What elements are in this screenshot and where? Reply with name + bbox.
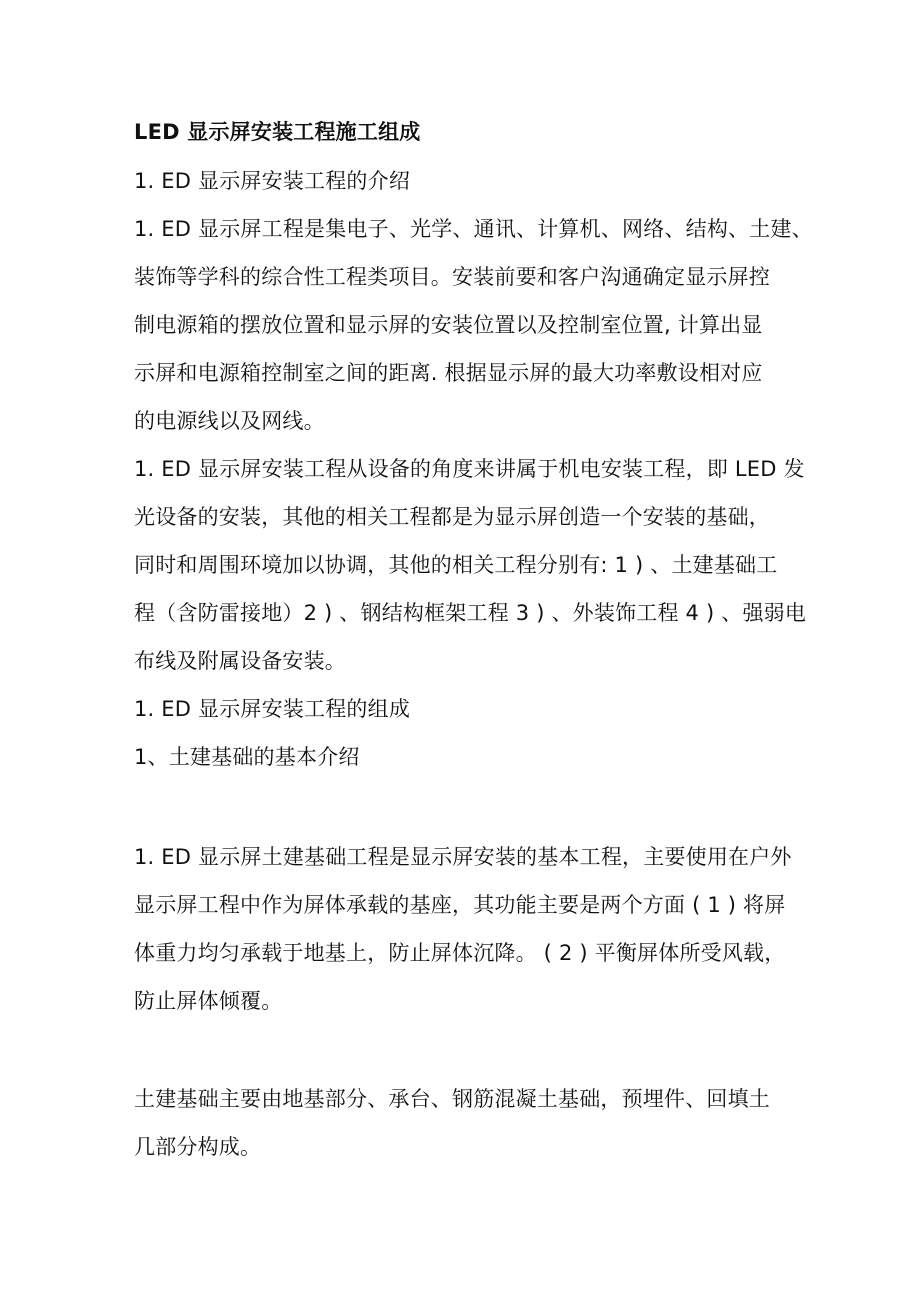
paragraph-line: 光设备的安装，其他的相关工程都是为显示屏创造一个安装的基础， <box>134 505 770 529</box>
paragraph-line: 土建基础主要由地基部分、承台、钢筋混凝土基础，预埋件、回填土 <box>134 1087 770 1111</box>
paragraph-line: 程（含防雷接地）2 ) 、钢结构框架工程 3 ) 、外装饰工程 4 ) 、强弱电 <box>134 601 807 625</box>
subsection-heading-civil-foundation: 1、土建基础的基本介绍 <box>134 745 360 769</box>
section-heading-composition: 1. ED 显示屏安装工程的组成 <box>134 697 411 721</box>
paragraph-line: 1. ED 显示屏土建基础工程是显示屏安装的基本工程，主要使用在户外 <box>134 845 792 869</box>
paragraph-line: 防止屏体倾覆。 <box>134 989 283 1013</box>
paragraph-line: 的电源线以及网线。 <box>134 409 325 433</box>
paragraph-line: 几部分构成。 <box>134 1135 262 1159</box>
paragraph-line: 布线及附属设备安装。 <box>134 649 346 673</box>
paragraph-line: 体重力均匀承载于地基上，防止屏体沉降。 ( 2 ) 平衡屏体所受风载， <box>134 941 786 965</box>
paragraph-line: 制电源箱的摆放位置和显示屏的安装位置以及控制室位置, 计算出显 <box>134 313 763 337</box>
section-heading-introduction: 1. ED 显示屏安装工程的介绍 <box>134 169 411 193</box>
paragraph-line: 1. ED 显示屏安装工程从设备的角度来讲属于机电安装工程，即 LED 发 <box>134 457 805 481</box>
paragraph-line: 同时和周围环境加以协调，其他的相关工程分别有: 1 ) 、土建基础工 <box>134 553 778 577</box>
paragraph-line: 显示屏工程中作为屏体承载的基座，其功能主要是两个方面 ( 1 ) 将屏 <box>134 893 786 917</box>
paragraph-line: 装饰等学科的综合性工程类项目。安装前要和客户沟通确定显示屏控 <box>134 265 770 289</box>
paragraph-line: 1. ED 显示屏工程是集电子、光学、通讯、计算机、网络、结构、土建、 <box>134 217 813 241</box>
paragraph-line: 示屏和电源箱控制室之间的距离. 根据显示屏的最大功率敷设相对应 <box>134 361 763 385</box>
document-title: LED 显示屏安装工程施工组成 <box>134 120 421 144</box>
